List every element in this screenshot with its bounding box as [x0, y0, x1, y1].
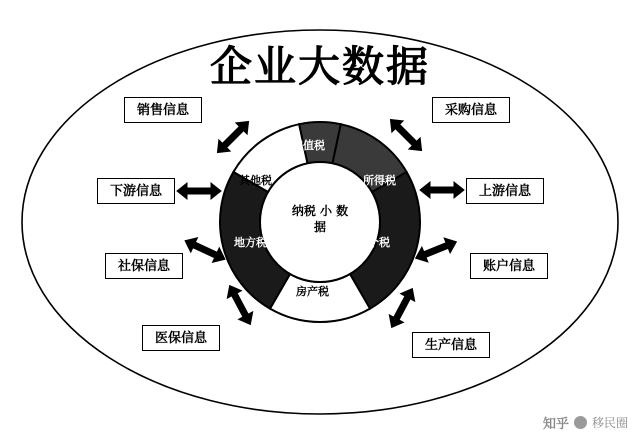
- avatar: [574, 416, 587, 429]
- box-upstream-info[interactable]: 上游信息: [466, 178, 544, 204]
- box-social-security-info[interactable]: 社保信息: [105, 253, 183, 279]
- box-sales-info[interactable]: 销售信息: [124, 97, 202, 123]
- watermark-username: 移民圈: [591, 416, 628, 430]
- segment-label-qitashui: 其他税: [239, 174, 272, 187]
- arrow-left: [177, 183, 221, 199]
- segment-label-suodeshui: 所得税: [363, 174, 396, 187]
- segment-label-zengzhishui: 增值税: [292, 139, 325, 152]
- arrow-lower-right: [413, 234, 460, 265]
- page-title: 企业大数据: [209, 42, 430, 91]
- segment-label-difangshui: 地方税: [234, 236, 267, 249]
- hub-label-line1: 纳税 小 数: [291, 204, 349, 218]
- box-downstream-info[interactable]: 下游信息: [97, 178, 175, 204]
- segment-label-fangchanshui: 房产税: [296, 285, 329, 298]
- arrow-bottom-right: [385, 285, 420, 331]
- hub-label-line2: 据: [313, 220, 326, 234]
- box-production-info[interactable]: 生产信息: [412, 332, 490, 358]
- zhihu-logo: 知乎: [542, 417, 569, 432]
- box-account-info[interactable]: 账户信息: [470, 253, 548, 279]
- segment-label-geshui: 个税: [368, 236, 390, 249]
- box-procurement-info[interactable]: 采购信息: [432, 97, 510, 123]
- arrow-right: [420, 182, 464, 198]
- arrow-upper-right: [385, 114, 427, 156]
- arrow-upper-left: [212, 116, 254, 158]
- arrow-bottom-left: [223, 282, 258, 328]
- watermark: [543, 413, 628, 432]
- arrow-lower-left: [182, 233, 229, 266]
- box-medical-insurance-info[interactable]: 医保信息: [142, 325, 220, 351]
